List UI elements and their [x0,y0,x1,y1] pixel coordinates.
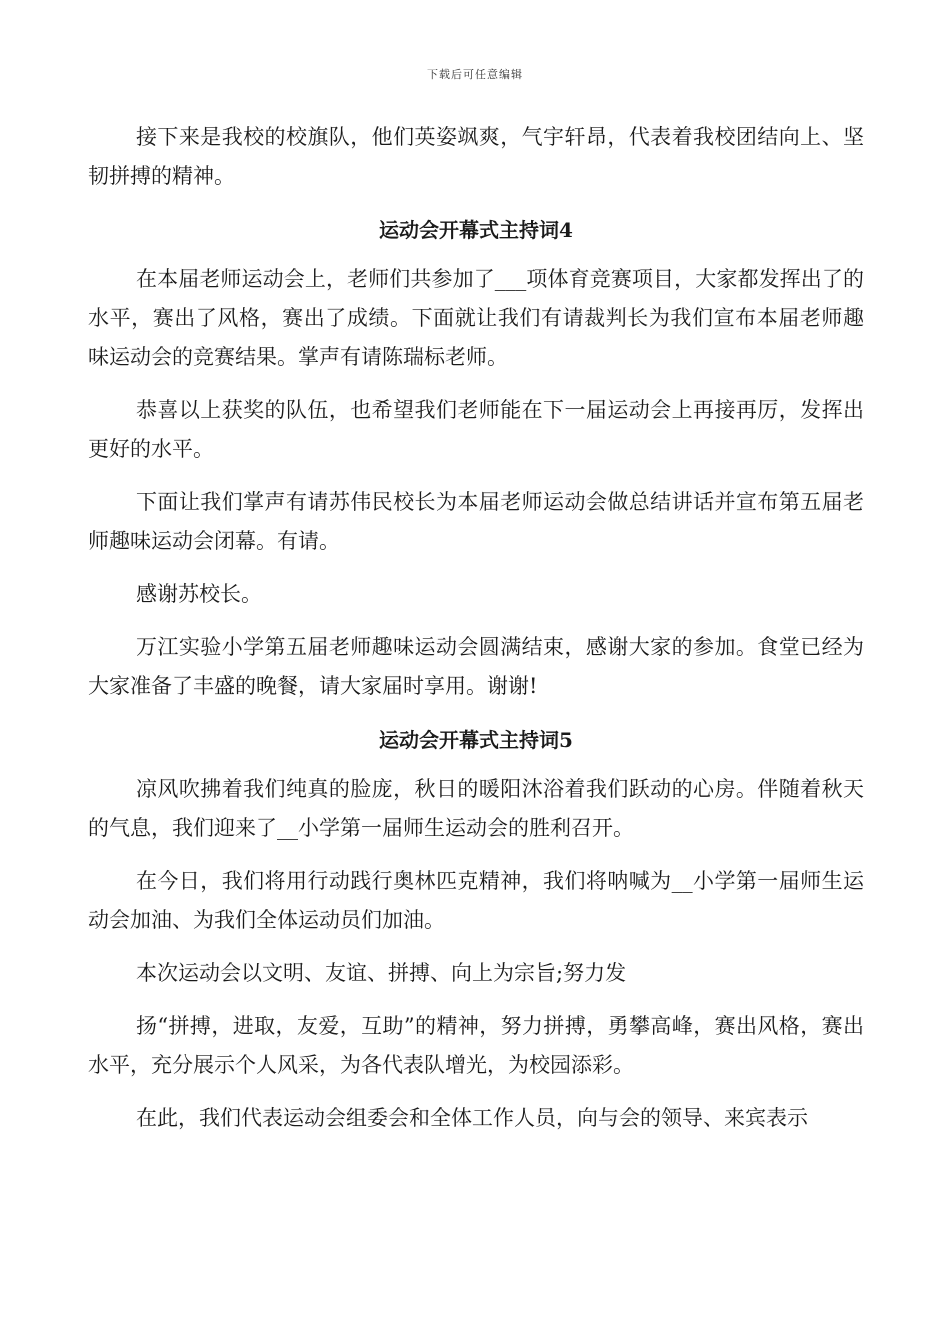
paragraph: 在此，我们代表运动会组委会和全体工作人员，向与会的领导、来宾表示 [136,1106,808,1130]
section-4 [88,210,864,706]
document-body [88,118,864,1152]
header-note: 下载后可任意编辑 [427,68,523,81]
paragraph: 在今日，我们将用行动践行奥林匹克精神，我们将呐喊为__小学第一届师生运动会加油、为我们全体运动员们加油。 [88,869,864,932]
section-5 [88,720,864,1138]
paragraph: 凉风吹拂着我们纯真的脸庞，秋日的暖阳沐浴着我们跃动的心房。伴随着秋天的气息，我们迎来了__小学第一届师生运动会的胜利召开。 [88,777,864,840]
paragraph: 在本届老师运动会上，老师们共参加了___项体育竞赛项目，大家都发挥出了的水平，赛出了风格，赛出了成绩。下面就让我们有请裁判长为我们宣布本届老师趣味运动会的竞赛结果。掌声有请陈瑞标老师。 [88,267,864,369]
paragraph: 感谢苏校长。 [136,582,262,606]
section-title: 运动会开幕式主持词5 [379,728,573,752]
paragraph: 恭喜以上获奖的队伍，也希望我们老师能在下一届运动会上再接再厉，发挥出更好的水平。 [88,398,864,461]
paragraph: 接下来是我校的校旗队，他们英姿飒爽，气宇轩昂，代表着我校团结向上、坚韧拼搏的精神。 [88,125,864,188]
paragraph: 万江实验小学第五届老师趣味运动会圆满结束，感谢大家的参加。食堂已经为大家准备了丰盛的晚餐，请大家届时享用。谢谢! [88,635,864,698]
paragraph: 下面让我们掌声有请苏伟民校长为本届老师运动会做总结讲话并宣布第五届老师趣味运动会闭幕。有请。 [88,490,864,553]
paragraph: 本次运动会以文明、友谊、拼搏、向上为宗旨;努力发 [136,961,627,985]
intro-section [88,118,864,196]
section-title: 运动会开幕式主持词4 [379,218,573,242]
paragraph: 扬“拼搏，进取，友爱，互助”的精神，努力拼搏，勇攀高峰，赛出风格，赛出水平，充分展示个人风采，为各代表队增光，为校园添彩。 [88,1014,864,1077]
